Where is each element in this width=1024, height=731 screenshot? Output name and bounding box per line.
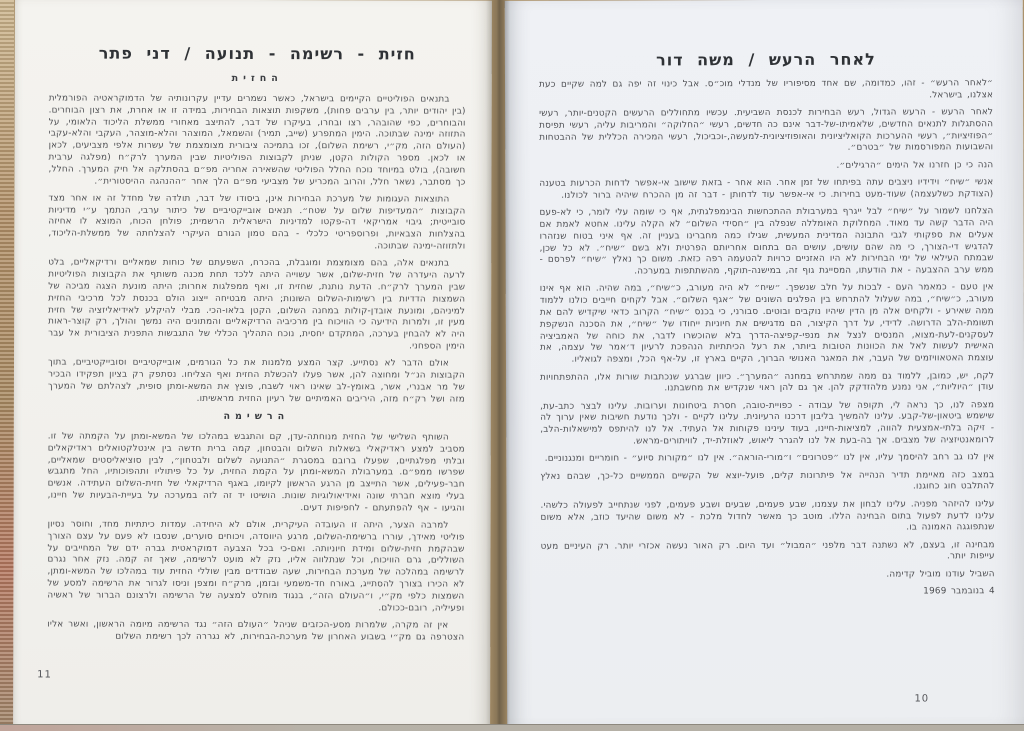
paragraph: אנשי ״שיח״ וידידיו ניצבים עתה בפיתחו של זמן אחר. הוא אחר - בזאת שישוב אי-אפשר לדחות הכרעות בטענה (הצודקת כשלעצמה) שעוד-מעט בחירות. כי אי-אפשר עוד לדחותן - דבר זה מן ההכרח שיהיה ברור לכולנו. <box>539 177 994 201</box>
page-number-left: 11 <box>37 669 52 681</box>
paragraph: בתנאים אלה, בהם מצומצמת ומוגבלת, בהכרח, השפעתם של כוחות שמאליים ורדיקאליים, בלט לרעה היעדרה של חזית-שלום, אשר עשוייה היתה ללכד תחת מכנה משותף את הקבוצות הפוליטיות שבין המערך לרק״ח. הדעת נותנת, שחזית זו, ואף ממפלגות אחרות; היתה מונעת הצגה מביכה של השמצות הדדיות בין רשימות-השלום השונות; היתה מבטיחה ייצוג הולם בכנסת לכל מרכיבי החזית למיניהם, ומונעת אובדן-קולות במחנה השלום, הקטן בלאו-הכי. מבלי להיקלע לאידיאליזציה של חזית מעין זו, ולמרות הידיעה כי הוויכוח בין מרכיביה הרדיקאליים והמתונים היה נמשך והולך, רק קוצר-ראות היה לא להבחין בערכה, המתקדם יחסית, נוכח התהליך הכללי של התגבשות התפנית הציבורית אל עבר הימין הספחני. <box>48 257 466 352</box>
paragraph: אין זה מקרה, שלמרות מסע-הכזבים שניהל ״העולם הזה״ נגד הרשימה מיומה הראשון, ואשר אליו הצטרפה גם מק״י בשבוע האחרון של מערכת-הבחירות, לא נגררה לכך רשימת השלום <box>47 619 465 643</box>
paragraph: מצפה לנו, כך נראה לי, תקופה של עבודה - כפויית-טובה, חסרת ביטחונות וערובות. עלינו לבצר כתב-עת, שישמש ביטאון-של-קבע. עלינו להמשיך בליבון דרכנו הרעיונית. עלינו לקיים - ולכך נודעת חשיבות שאין ערוך לה - זיקה בלתי-אמצעית להווה, למציאות-חיינו, בעוד עינינו פקוחות אל העתיד. אל לנו להיתפס למישאלות-הלב, לרומאנטיזציה של מצבים. אך בה-בעת אל לנו להגרר ליאוש, לאוזלת-יד, לוויתורים-מראש. <box>540 399 995 447</box>
paragraph: למרבה הצער, היתה זו העובדה העיקרית, אולם לא היחידה. עמדות כיתתיות מחד, וחוסר נסיון פוליטי מאידך, עוררו ברשימת-השלום, מרגע היווסדה, ויכוחים סוערים, שנסבו לא פעם על עצם הצורך שבהקמת חזית-שלום ומידת חיוניותה. ואם-כי בכל הצבעה דמוקראטית גברה ידם של המחייבים על השוללים, גרם הוויכוח, וכל שנתלווה אליו, נזק לא מועט לרשימה, שאך זה קמה. נזק אחר נגרם לרשימה במהלכה של מערכת הבחירות, שעה שבודדים מבין שוללי החזית עוד במהלכו של המשא-ומתן, לא הכירו בצורך להסתייג, באורח חד-משמעי ובזמן, מרק״ח ומצפן וניסו לגרור את הרשימה למסע של השמצות כלפי מק״י, ו״העולם הזה״, בנגוד מוחלט למצעה של הרשימה ולרצונם הברור של ראשיה ופעיליה, רובם-ככולם. <box>47 519 465 614</box>
paragraph: השותף השלישי של החזית מנוחתה-עדן, קם והתגבש במהלכו של המשא-ומתן על הקמתה של זו. מסביב למצע ראדיקאלי בשאלות השלום והבטחון, קמה ברית חדשה בין אינטלקטואלים ראדיקאלים ובלתי מפלגתיים, שפעלו ברובם במסגרת ״התנועה לשלום ולבטחון״, לבין סוציאליסטים שמאליים, שפרשו ממפ״ם. במערבולת המשא-ומתן על הקמת החזית, על כל פיתוליו ותהפוכותיו, החל מתגבש חבר-פעילים, אשר התייצב מן הרגע הראשון לקיומו, באגף הרדיקאלי של חזית-השלום העתידה. אנשים בעלי מוצא חברתי שונה ואידיאולוגיות שונות. הושיטו יד זה לזה במערכה על בעיית-הבעיות של חיינו, והגיעו - אף להפתעתם - לחפיפות דעים. <box>47 431 465 514</box>
table-edge-bottom <box>0 724 1024 731</box>
paragraph: במצב כזה מאיימת תדיר הנהייה אל פיתרונות קלים, פועל-יוצא של הקשיים הממשיים כל-כך, שבהם נאלץ להתלבט חוג כחוגנו. <box>540 469 995 492</box>
right-page <box>505 0 1024 728</box>
paragraph: לקח, יש, כמובן, ללמוד גם ממה שמתרחש במחנה ״המערך״. כיוון שברגע שנכתבות שורות אלו, ההתפתחויות עודן ״היוליות״, אני נמנע מלהזדקק להן. אך גם להן ראוי שנקדיש את מחשבתנו. <box>540 370 995 394</box>
page-number-right: 10 <box>914 693 930 705</box>
paragraph: ״לאחר הרעש״ - זהו, כמדומה, שם אחד מסיפוריו של מנדלי מוכ״ס. אבל כינוי זה יפה גם למה שקיים כעת אצלנו, בישראל. <box>539 78 994 101</box>
paragraph: אין טעם - כמאמר העם - לבכות על חלב שנשפך. ״שיח״ לא היה מעורב, כ״שיח״, במה שהיה. הוא אף אינו מעורב, כ״שיח״, במה שעלול להתרחש בין הפלגים השונים של ״אגף השלום״. אבל לקחים חייבים כולנו ללמוד ממה שאירע - ולקחים אלה מן הדין שיהיו נוקבים ובוטים. סבורני, כי בכנס ״שיח״ הקרוב כדאי שיקדיש להם את תשומת-הלב הדרושה. לדידי, על דרך הקיצור, הם מדגישים את חיוניות ייחודו של ״שיח״, את הסכנה הנשקפת לעסקנים-לעת-מצוא, המנסים לנצל את מנפי-קפיצה-הדרך בלא שהוכשרו לדבר, את כוחה של האמביציה האישית לעשות לאל את הכוונות הטובות ביותר, את רעל הכיתתיות הנהפכת לרעיון ד׳אמר של עצמה, את עוצמת האטאוויזמים של העבר, את המאגר האנושי הברוך, הקיים בארץ זו, על-אף הכל, ומצפה לגואליו. <box>539 282 995 365</box>
paragraph: הצלחנו לשמור על ״שיח״ לבל ייגרף במערבולת ההתכחשות הבינמפלגתית, אף כי שומה עלי לומר, כי לא-פעם היה הדבר קשה עד מאוד. המחלוקת האומללה שנפלה בין ״חסידי השלום״ לא הקלה עלינו. אחטא לאמת אם אעלים את ספקותי לגבי התבונה המדינית המעשית, שגילו כמה מחברינו בעניין זה. אף איני בטוח שנזהרו להדגיש די-הצורך, כי מה שהם עושים, עושים הם בתחום אחריותם הפרטית ולא בשם ״שיח״. לא כל שכן, שבמתח העילאי של ימי הבחירות לא היו האזניים כרויות להטעמה רפה כזאת. משום כך נאלץ ״שיח״ לפרסם - ממש ערב ההצבעה - את הודעתו, המסייגת גוף זה, במישנה-תוקף, מהשתתפות במערכה. <box>539 206 994 277</box>
paragraph: אין לנו גב רחב להיסמך עליו, אין לנו ״פטרונים״ ו״מורי-הוראה״. אין לנו ״מקורות סיוע״ - חומריים ומנגנוניים. <box>544 452 995 465</box>
paragraph: התוצאות העגומות של מערכת הבחירות אינן, ביסודו של דבר, תולדה של מחדל זה או אחר מצד הקבוצות ״המעדיפות שלום על שטח״. תנאים אובייקטיביים של כיתור ערבי, הנתמך ע״י מדיניות סובייטית; גיבוי אמריקאי דה-פקטו למדיניות הישראלית הרשמית; פולחן הכוח, המוצא לו אחיזה בהצלחות הצבאיות, ופרוספריטי כלכלי - בהם טמון הגורם העיקרי להצלחתה של ממשלת-הליכוד, ולתזוזה-ימינה שבתוכה. <box>48 193 466 252</box>
paragraph: אולם הדבר לא נסתייע. קצר המצע מלמנות את כל הגורמים, אובייקטיביים וסובייקטיביים, בתוך הקבוצות הנ״ל ומחוצה להן, אשר פעלו להכשלת החזית ואף הצליחו. נסתפק רק בציון תפקידו הבכיר של מר אבנרי, אשר, באומץ-לב שאינו ראוי לשבח, פוצץ את המשא-ומתן סופית, לצהלתם של המערך מזה ושל רק״ח מזה, היריבים האמיתיים של רעיון החזית מראשיתו. <box>47 357 465 405</box>
section-heading-front: החזית <box>231 72 283 85</box>
paragraph: הנה כי כן חזרנו אל הימים ״הרגילים״. <box>836 159 994 171</box>
section-heading-list: הרשימה <box>223 410 290 423</box>
paragraph: השביל עודנו מוביל קדימה. <box>886 568 995 580</box>
left-page-title: חזית - רשימה - תנועה / דני פתר <box>98 43 416 64</box>
book-page-edges-left <box>0 0 14 731</box>
left-page <box>13 0 492 728</box>
paragraph: בתנאים הפוליטיים הקיימים בישראל, כאשר נשמרים עדיין עקרונותיה של הדמוקראטיה הפורמלית (בין יהודים יותר, בין ערבים פחות), משקפות תוצאות הבחירות, במידה זו או אחרת, את רצון הבוחרים. והבוחרים, כפי שהובהר, רצו ובחרו, בעיקרו של דבר, להתיצב מאחורי ממשלת הליכוד הלאומי, על התזוזה ימינה שבתוכה. הימין המתפרע (שייב, תמיר) והשמאל, המוצהר והלא-מוצהר, העקבי והלא-עקבי (העולם הזה, מק״י, רשימת השלום), זכו בתמיכה ציבורית מצומצמת של עשרות אלפי מצביעים, לכאן או לכאן. מספר הקולות הקטן, שניתן לקבוצות הפוליטיות שבין המערך לרק״ח (מפלגה ערבית חשובה), בולט במיוחד נוכח החלל הפוליטי שהשאירה אחריה מפ״ם בהסתלקה אל חיק המערך. החלל, כך מסתבר, נשאר חלל, והרוב המכריע של מצביעי מפ״ם הלך אחר ״ההנהגה ההיסטורית״. <box>48 93 466 188</box>
date-line: 4 בנובמבר 1969 <box>923 586 995 597</box>
paragraph: לאחר הרעש - הרעש הגדול, רעש הבחירות לכנסת השביעית. עכשיו מתחוללים הרעשים הקטנים-יותר, רעשי ההסתגלות לתנאים החדשים, שלאמיתו-של-דבר אינם כה חדשים, רעשי ״החלוקה״ והמריבות עליה, רעשי תפיסת ״הפוזיציות״, רעשי ההערכות הקואליציונית והאופוזיציונית-למעשה,-וכביכול, רעשי המכירה הכללית של ההבטחות והשבועות המפורסמות של ״בטרם״. <box>539 107 994 154</box>
paragraph: עלינו להיזהר מפניה. עלינו לבחון את עצמנו, שבע פעמים, שבעים ושבע פעמים, לפני שנתחייב לפעולה כלשהי. עלינו לדעת לפעול בתום הבחינה הללו. מוטב כך מאשר לחדול מלכת - לא משום שהיעד כוזב, אלא משום שנתפוגגה האמונה בו. <box>540 498 995 533</box>
paragraph: מבחינה זו, בעצם, לא נשתנה דבר מלפני ״המבול״ ועד היום. רק האור נעשה אכזרי יותר. רק העיניים מעט עייפות יותר. <box>540 539 995 562</box>
right-page-title: לאחר הרעש / משה דור <box>656 49 876 70</box>
